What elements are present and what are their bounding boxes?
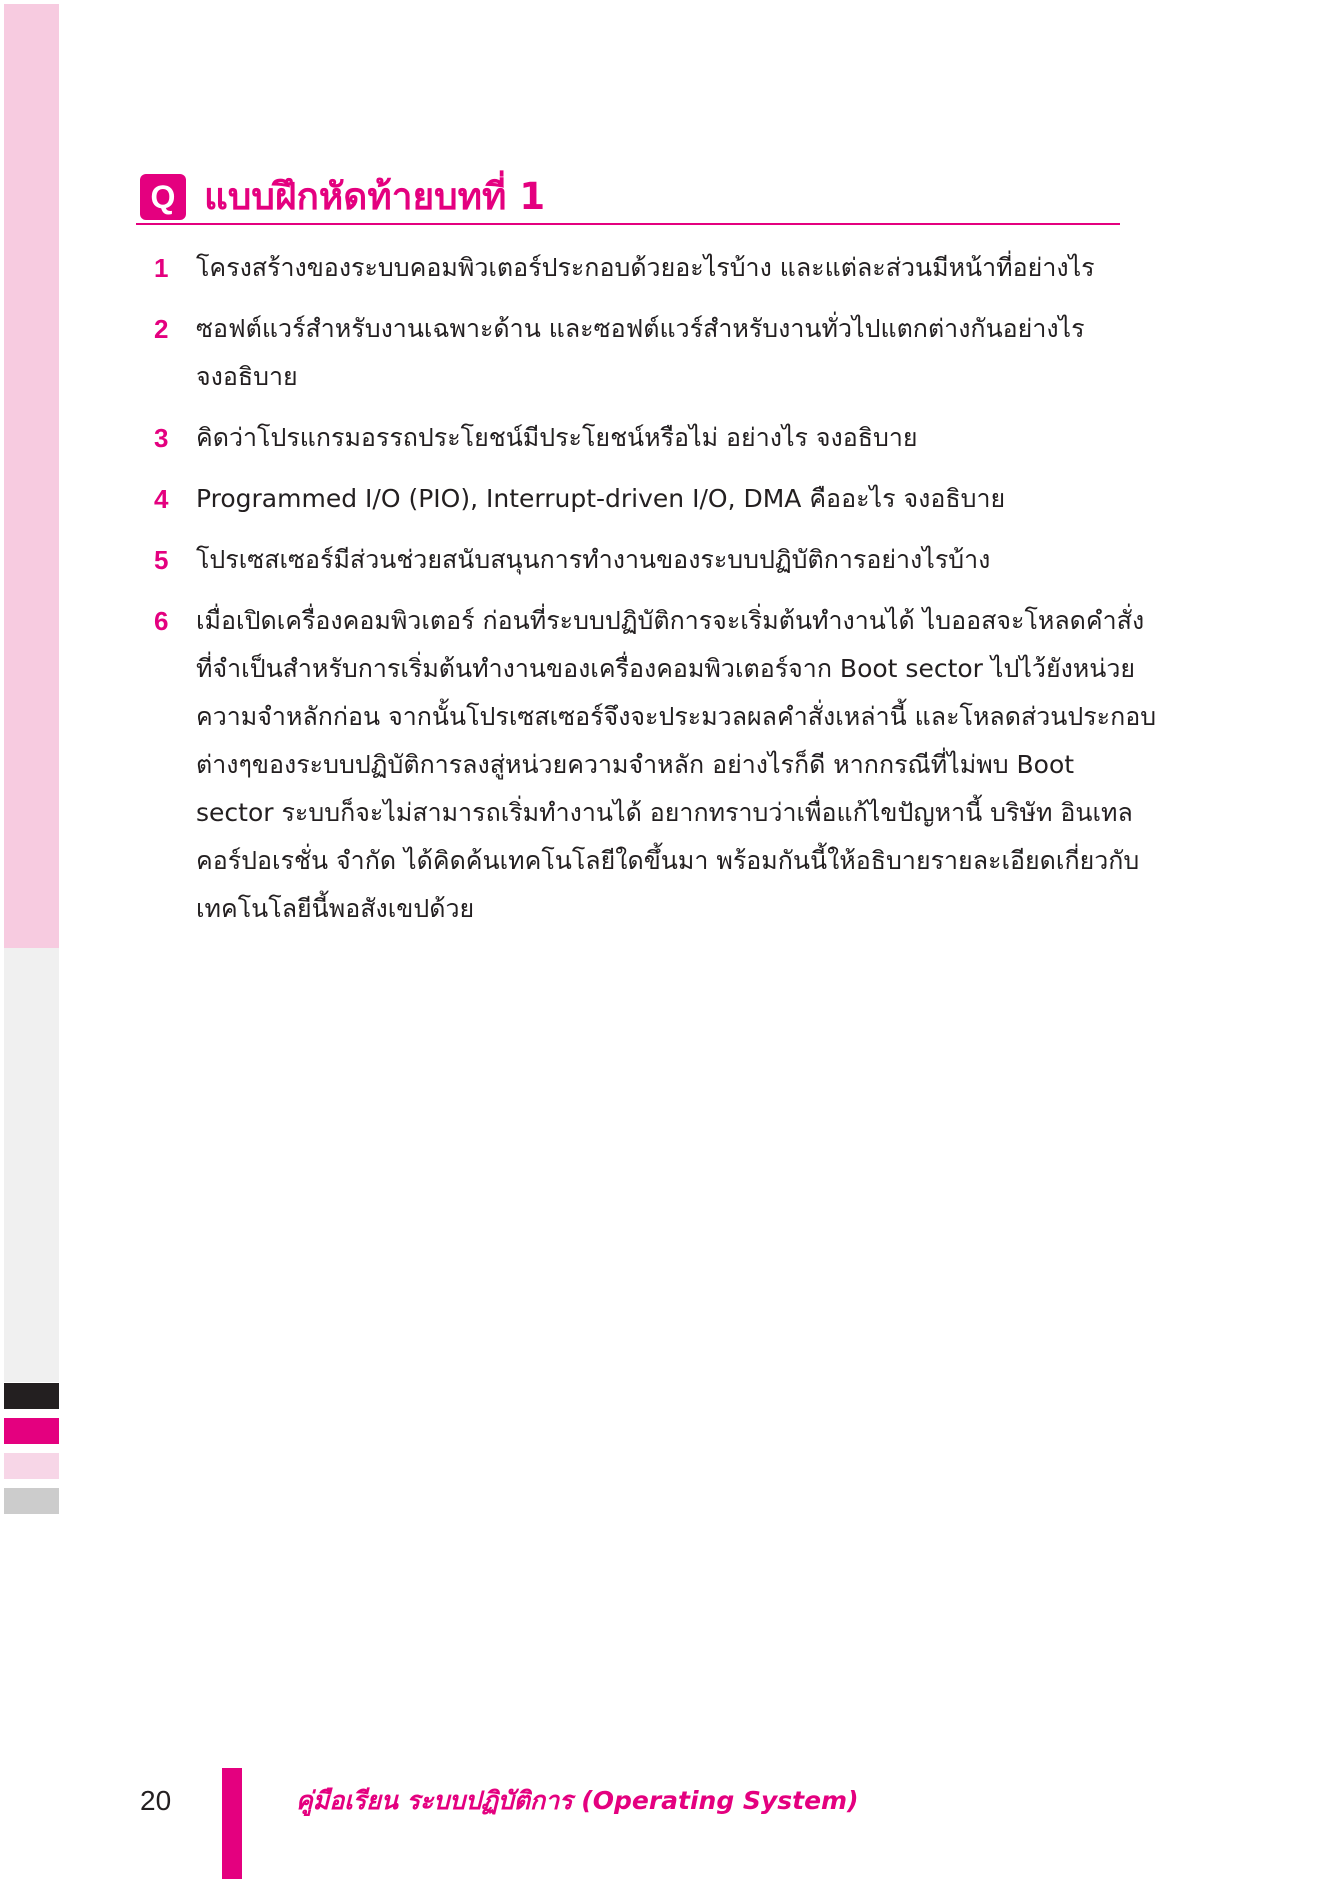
question-number: 2 xyxy=(154,314,169,344)
question-text-line: เมื่อเปิดเครื่องคอมพิวเตอร์ ก่อนที่ระบบปฏิบัติการจะเริ่มต้นทำงานได้ ไบออสจะโหลดคำสั่ง xyxy=(196,606,1145,635)
footer-book-title: คู่มือเรียน ระบบปฏิบัติการ (Operating System) xyxy=(296,1786,859,1815)
question-text-line: คิดว่าโปรแกรมอรรถประโยชน์มีประโยชน์หรือไม่ อย่างไร จงอธิบาย xyxy=(196,423,918,452)
side-tab-lightpink xyxy=(4,1453,59,1479)
question-text-line: ต่างๆของระบบปฏิบัติการลงสู่หน่วยความจำหลัก อย่างไรก็ดี หากกรณีที่ไม่พบ Boot xyxy=(196,750,1075,779)
question-number: 1 xyxy=(154,253,169,283)
side-strip-gray xyxy=(4,948,59,1382)
question-item-4 xyxy=(140,475,1130,523)
question-item-5 xyxy=(140,536,1130,584)
question-number: 4 xyxy=(154,484,169,514)
question-text-line: โปรเซสเซอร์มีส่วนช่วยสนับสนุนการทำงานของระบบปฏิบัติการอย่างไรบ้าง xyxy=(196,545,991,574)
heading-divider xyxy=(136,223,1120,225)
question-text-line: ความจำหลักก่อน จากนั้นโปรเซสเซอร์จึงจะประมวลผลคำสั่งเหล่านี้ และโหลดส่วนประกอบ xyxy=(196,702,1157,731)
question-item-1 xyxy=(140,244,1130,292)
question-text-line: sector ระบบก็จะไม่สามารถเริ่มทำงานได้ อยากทราบว่าเพื่อแก้ไขปัญหานี้ บริษัท อินเทล xyxy=(196,798,1133,827)
question-text-line: จงอธิบาย xyxy=(196,362,298,391)
exercise-heading xyxy=(140,174,1120,222)
question-item-3 xyxy=(140,414,1130,462)
question-item-6 xyxy=(140,597,1157,933)
question-item-2 xyxy=(140,305,1130,401)
footer-accent-bar xyxy=(222,1768,242,1879)
question-text-line: ที่จำเป็นสำหรับการเริ่มต้นทำงานของเครื่องคอมพิวเตอร์จาก Boot sector ไปไว้ยังหน่วย xyxy=(196,654,1136,683)
question-text-line: เทคโนโลยีนี้พอสังเขปด้วย xyxy=(196,894,475,923)
question-text-line: โครงสร้างของระบบคอมพิวเตอร์ประกอบด้วยอะไรบ้าง และแต่ละส่วนมีหน้าที่อย่างไร xyxy=(196,253,1095,282)
question-number: 6 xyxy=(154,606,169,636)
side-tab-black xyxy=(4,1383,59,1409)
question-number: 3 xyxy=(154,423,169,453)
question-list xyxy=(140,244,1157,946)
question-text-line: Programmed I/O (PIO), Interrupt-driven I/O, DMA คืออะไร จงอธิบาย xyxy=(196,484,1006,513)
page-title: แบบฝึกหัดท้ายบทที่ 1 xyxy=(204,175,546,218)
page-number: 20 xyxy=(140,1785,172,1816)
side-tab-lightgray xyxy=(4,1488,59,1514)
question-text-line: คอร์ปอเรชั่น จำกัด ได้คิดค้นเทคโนโลยีใดขึ้นมา พร้อมกันนี้ให้อธิบายรายละเอียดเกี่ยวกับ xyxy=(196,846,1140,875)
side-strip-pink xyxy=(4,4,59,948)
question-text-line: ซอฟต์แวร์สำหรับงานเฉพาะด้าน และซอฟต์แวร์สำหรับงานทั่วไปแตกต่างกันอย่างไร xyxy=(196,314,1085,343)
question-number: 5 xyxy=(154,545,169,575)
side-tab-magenta xyxy=(4,1418,59,1444)
q-badge-icon: Q xyxy=(140,174,186,220)
